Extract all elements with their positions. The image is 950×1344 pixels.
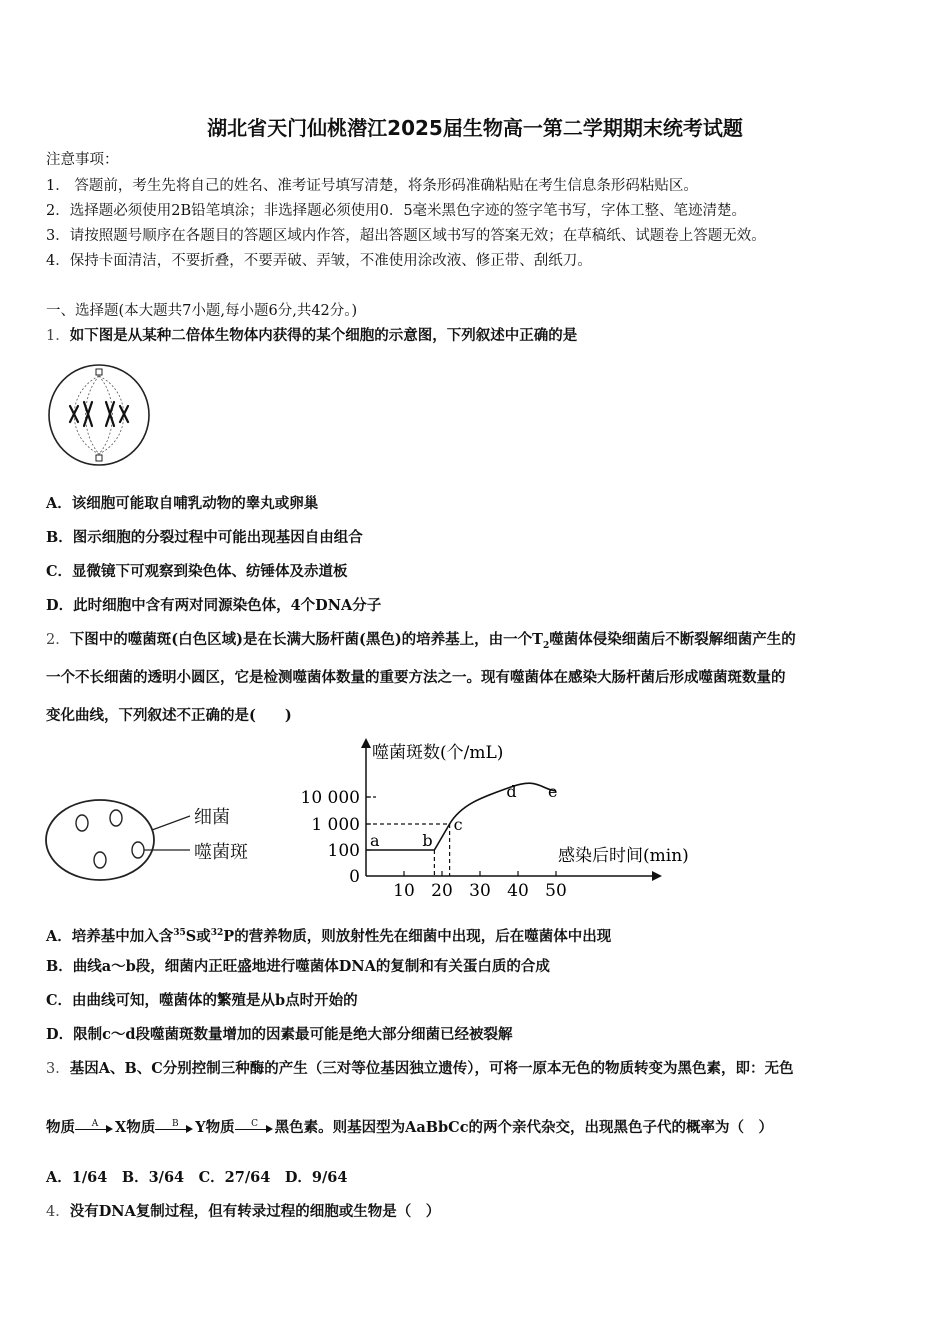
q1-option-b[interactable]: B．图示细胞的分裂过程中可能出现基因自由组合 [46, 529, 363, 546]
q3-seg2: X物质 [115, 1119, 156, 1136]
q4-stem [46, 1202, 440, 1222]
q1-cell-figure [46, 362, 152, 468]
y-axis-label: 噬菌斑数(个/mL) [372, 743, 504, 763]
q2-chart [296, 734, 726, 902]
q2-option-a-p32: 32 [210, 928, 224, 938]
q2-dish-svg [44, 790, 284, 890]
q2-stem-line1 [46, 630, 796, 656]
notice-item-3: 3．请按照题号顺序在各题目的答题区域内作答，超出答题区域书写的答案无效；在草稿纸、试题卷上答题无效。 [46, 228, 766, 244]
point-label-d: d [506, 782, 517, 802]
q2-stem-1b: 噬菌体侵染细菌后不断裂解细菌产生的 [549, 631, 796, 648]
q2-option-a-2: S或 [185, 927, 211, 945]
label-bacteria: 细菌 [194, 807, 230, 828]
q2-number: 2． [46, 632, 70, 648]
q2-option-a[interactable] [46, 923, 611, 947]
q3-stem-line1 [46, 1059, 794, 1079]
q2-option-a-s35: 35 [173, 928, 186, 938]
q3-seg3: Y物质 [195, 1119, 235, 1136]
q2-stem-line3: 变化曲线，下列叙述不正确的是( ) [46, 707, 292, 724]
q2-option-d[interactable]: D．限制c～d段噬菌斑数量增加的因素最可能是绝大部分细菌已经被裂解 [46, 1026, 513, 1043]
notice-heading: 注意事项： [46, 152, 119, 168]
q1-option-d[interactable]: D．此时细胞中含有两对同源染色体，4个DNA分子 [46, 597, 382, 614]
point-label-b: b [422, 831, 433, 850]
y-tick-label: 1 000 [311, 815, 360, 835]
notice-item-2: 2．选择题必须使用2B铅笔填涂；非选择题必须使用0．5毫米黑色字迹的签字笔书写，字体工整、笔迹清楚。 [46, 203, 747, 219]
y-tick-label: 100 [327, 841, 360, 861]
y-tick-label: 10 000 [300, 788, 360, 808]
q2-stem-1a: 下图中的噬菌斑(白色区域)是在长满大肠杆菌(黑色)的培养基上，由一个T [69, 631, 543, 648]
q1-number: 1． [46, 328, 70, 344]
q1-option-c[interactable]: C．显微镜下可观察到染色体、纺锤体及赤道板 [46, 563, 348, 580]
x-tick-label: 10 [393, 881, 415, 901]
arrow-c-icon [235, 1118, 275, 1138]
q2-option-b[interactable]: B．曲线a～b段，细菌内正旺盛地进行噬菌体DNA的复制和有关蛋白质的合成 [46, 958, 550, 975]
q2-option-a-1: A．培养基中加入含 [46, 927, 174, 945]
label-plaque: 噬菌斑 [194, 842, 248, 863]
x-tick-label: 20 [431, 881, 453, 901]
q3-options[interactable]: A．1/64 B．3/64 C．27/64 D．9/64 [46, 1169, 348, 1186]
q2-dish-figure [44, 790, 284, 890]
q1-stem-text: 如下图是从某种二倍体生物体内获得的某个细胞的示意图，下列叙述中正确的是 [69, 327, 578, 344]
q3-stem-line2 [46, 1118, 773, 1138]
q3-stem-text: 基因A、B、C分别控制三种酶的产生（三对等位基因独立遗传），可将一原本无色的物质转变为黑色素，即：无色 [69, 1060, 794, 1077]
q4-stem-text: 没有DNA复制过程，但有转录过程的细胞或生物是（ ） [69, 1203, 441, 1220]
point-label-a: a [370, 831, 380, 850]
point-label-c: c [453, 815, 463, 834]
x-axis-arrow [652, 871, 662, 881]
y-ticks [301, 788, 371, 887]
point-labels [370, 782, 557, 850]
arrow-c-label: C [251, 1119, 259, 1129]
point-label-e: e [548, 782, 558, 801]
q2-option-c[interactable]: C．由曲线可知，噬菌体的繁殖是从b点时开始的 [46, 992, 358, 1009]
q2-stem-line2: 一个不长细菌的透明小圆区，它是检测噬菌体数量的重要方法之一。现有噬菌体在感染大肠杆菌后形成噬菌斑数量的 [46, 669, 786, 686]
page-title: 湖北省天门仙桃潜江2025届生物高一第二学期期末统考试题 [207, 116, 743, 140]
q4-number: 4． [46, 1204, 70, 1220]
arrow-a-icon [75, 1118, 115, 1138]
q3-seg1: 物质 [46, 1119, 75, 1136]
q2-stem-sub: 2 [542, 640, 550, 651]
notice-item-1: 1． 答题前，考生先将自己的姓名、准考证号填写清楚，将条形码准确粘贴在考生信息条形码粘贴区。 [46, 178, 698, 194]
x-tick-label: 30 [469, 881, 491, 901]
x-tick-label: 40 [507, 881, 529, 901]
q1-stem [46, 326, 577, 346]
q2-option-a-3: P的营养物质，则放射性先在细菌中出现，后在噬菌体中出现 [223, 927, 612, 945]
y-axis-arrow [361, 738, 371, 748]
x-axis-label: 感染后时间(min) [558, 846, 689, 866]
y-tick-label: 0 [349, 867, 360, 887]
q1-option-a[interactable]: A．该细胞可能取自哺乳动物的睾丸或卵巢 [46, 495, 319, 512]
q3-seg4: 黑色素。则基因型为AaBbCc的两个亲代杂交，出现黑色子代的概率为（ ） [274, 1119, 774, 1136]
section-heading: 一、选择题(本大题共7小题,每小题6分,共42分。) [46, 303, 358, 319]
arrow-a-label: A [91, 1119, 99, 1129]
x-tick-label: 50 [545, 881, 567, 901]
arrow-b-icon [155, 1118, 195, 1138]
arrow-b-label: B [171, 1119, 179, 1129]
q3-number: 3． [46, 1061, 70, 1077]
notice-item-4: 4．保持卡面清洁，不要折叠，不要弄破、弄皱，不准使用涂改液、修正带、刮纸刀。 [46, 253, 592, 269]
